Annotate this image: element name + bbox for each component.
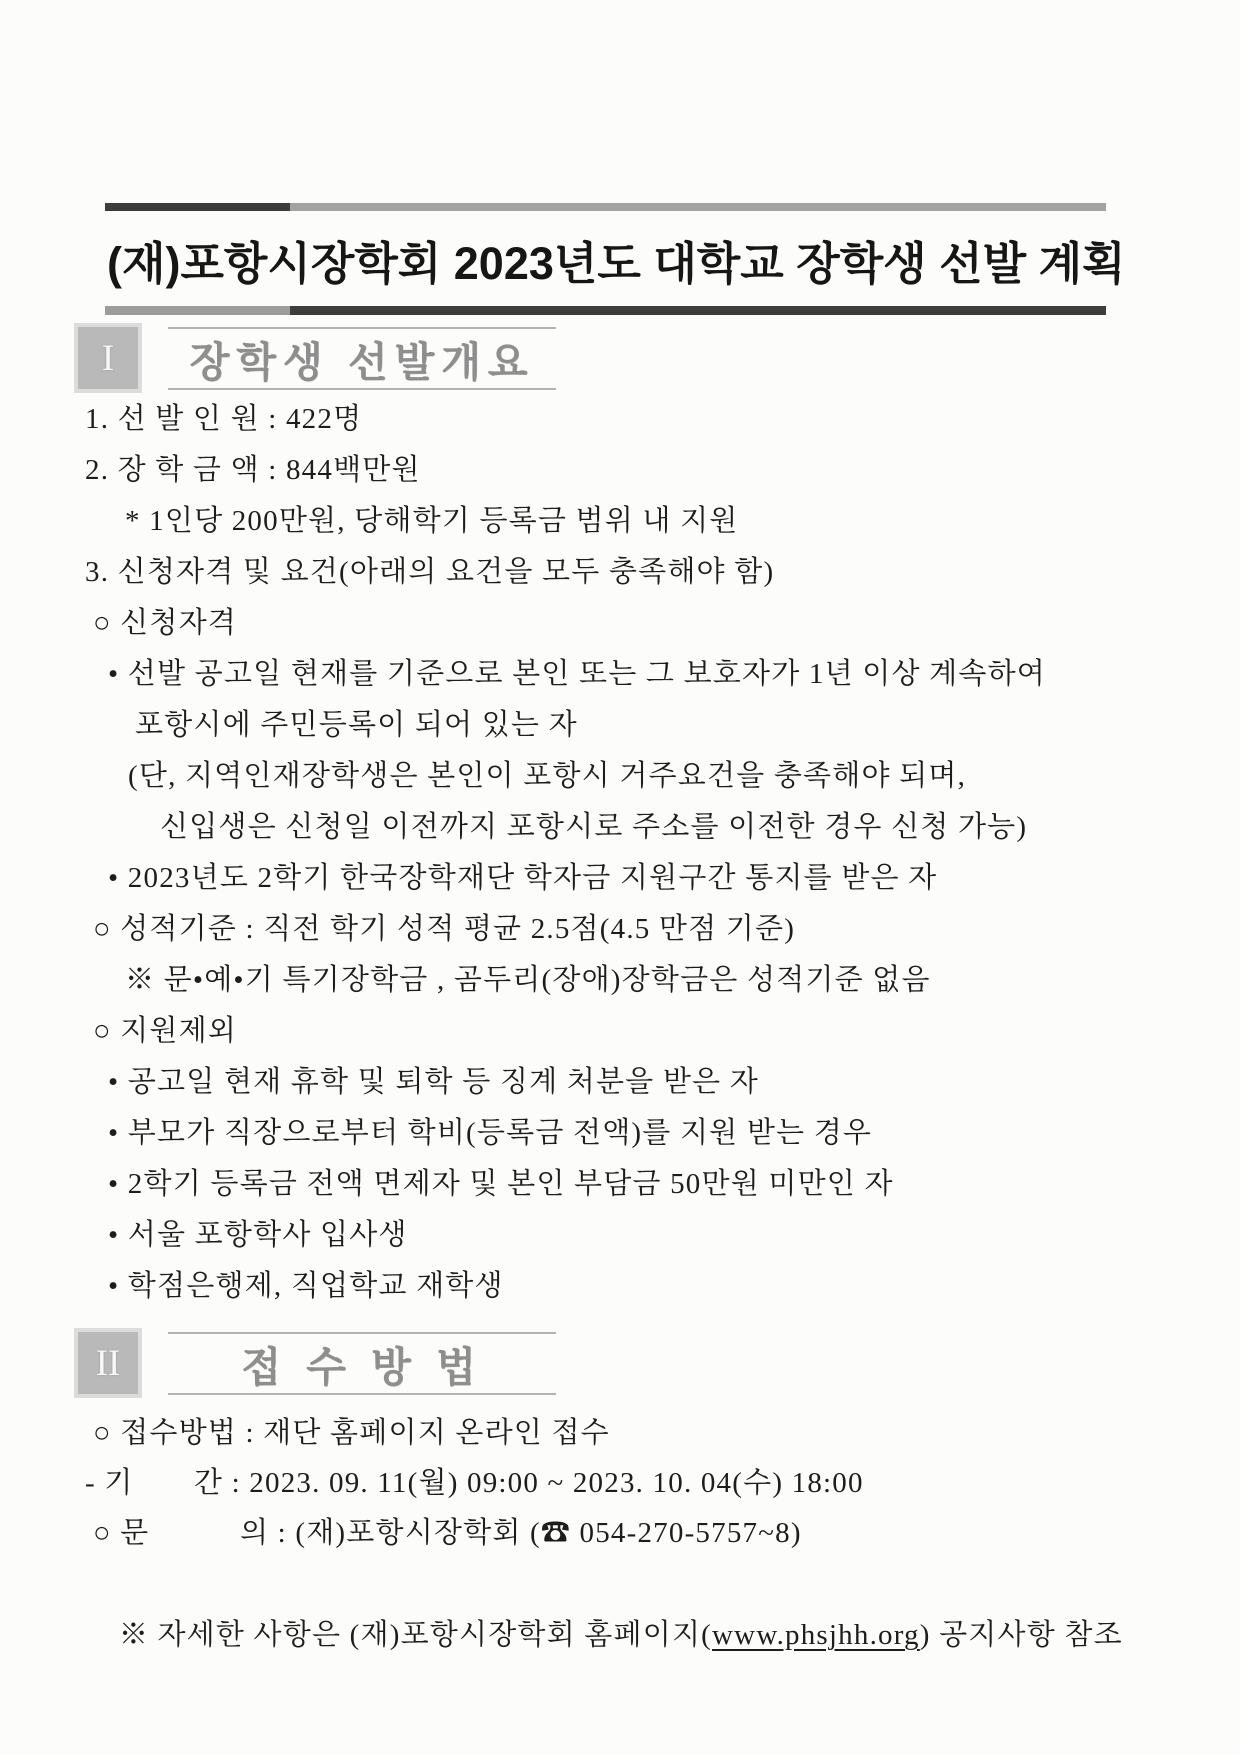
list-item-freshman-exception: 신입생은 신청일 이전까지 포항시로 주소를 이전한 경우 신청 가능) (160, 811, 1028, 843)
section-2-numeral-box (78, 1332, 138, 1394)
list-item-scholarship-amount: 2. 장 학 금 액 : 844백만원 (85, 454, 421, 486)
footer-text-after: ) 공지사항 참조 (919, 1619, 1123, 1651)
section-2-header (78, 1332, 556, 1395)
section-2-heading: 접 수 방 법 (168, 1332, 556, 1395)
list-item-eligibility-title: 3. 신청자격 및 요건(아래의 요건을 모두 충족해야 함) (85, 556, 775, 588)
list-item-exclusion-employer: • 부모가 직장으로부터 학비(등록금 전액)를 지원 받는 경우 (108, 1117, 873, 1149)
list-item-exclusion-creditbank: • 학점은행제, 직업학교 재학생 (108, 1270, 504, 1302)
list-item-residency-req: • 선발 공고일 현재를 기준으로 본인 또는 그 보호자가 1년 이상 계속하여 (108, 658, 1046, 690)
section-1-header (78, 327, 556, 390)
section-1-numeral: I (101, 337, 115, 379)
title-bottom-rule (105, 306, 1106, 315)
website-link[interactable]: www.phsjhh.org (712, 1619, 920, 1651)
list-item-amount-note: * 1인당 200만원, 당해학기 등록금 범위 내 지원 (125, 505, 739, 537)
section-1-body (0, 394, 1240, 1312)
page-title: (재)포항시장학회 2023년도 대학교 장학생 선발 계획 (107, 238, 1126, 289)
footer-note (0, 1560, 1240, 1651)
list-item-kosaf-notice: • 2023년도 2학기 한국장학재단 학자금 지원구간 통지를 받은 자 (108, 862, 938, 894)
list-item-exclusion-label: ○ 지원제외 (93, 1015, 238, 1047)
list-item-exclusion-waiver: • 2학기 등록금 전액 면제자 및 본인 부담금 50만원 미만인 자 (108, 1168, 894, 1200)
section-2-body (0, 1408, 1240, 1558)
section-2-numeral: II (95, 1342, 121, 1384)
document-title-banner (105, 203, 1126, 315)
title-top-rule (105, 203, 1106, 211)
list-item-exclusion-dormitory: • 서울 포항학사 입사생 (108, 1219, 408, 1251)
list-item-apply-period: - 기 간 : 2023. 09. 11(월) 09:00 ~ 2023. 10. 04(수) 18:00 (85, 1467, 864, 1499)
footer-text-before: ※ 자세한 사항은 (재)포항시장학회 홈페이지( (118, 1619, 713, 1651)
list-item-exclusion-discipline: • 공고일 현재 휴학 및 퇴학 등 징계 처분을 받은 자 (108, 1066, 759, 1098)
list-item-grade-criteria: ○ 성적기준 : 직전 학기 성적 평균 2.5점(4.5 만점 기준) (93, 913, 796, 945)
list-item-apply-method: ○ 접수방법 : 재단 홈페이지 온라인 접수 (93, 1417, 610, 1449)
list-item-qualification-label: ○ 신청자격 (93, 607, 238, 639)
list-item-residency-exception: (단, 지역인재장학생은 본인이 포항시 거주요건을 충족해야 되며, (128, 760, 967, 792)
section-1-heading: 장학생 선발개요 (168, 327, 556, 390)
list-item-contact: ○ 문 의 : (재)포항시장학회 (☎ 054-270-5757~8) (93, 1517, 802, 1549)
section-1-numeral-box (78, 327, 138, 389)
list-item-selection-count: 1. 선 발 인 원 : 422명 (85, 403, 363, 435)
list-item-residency-cont: 포항시에 주민등록이 되어 있는 자 (135, 709, 578, 741)
list-item-grade-exception-note: ※ 문•예•기 특기장학금 , 곰두리(장애)장학금은 성적기준 없음 (125, 964, 931, 996)
